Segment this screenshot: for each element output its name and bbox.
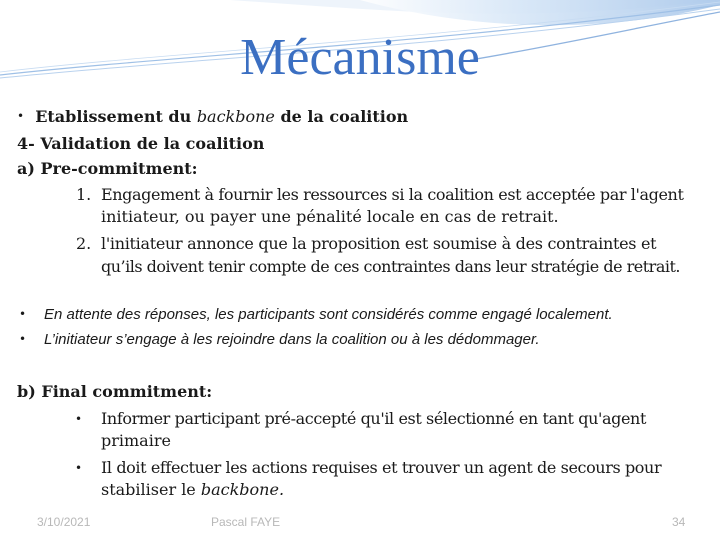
line1-suffix: de la coalition <box>274 107 409 126</box>
bullet-icon: • <box>17 109 25 123</box>
pre-item-1-number: 1. <box>76 185 92 204</box>
pre-item-2-line-b: qu’ils doivent tenir compte de ces contraintes dans leur stratégie de retrait. <box>101 257 680 276</box>
pre-item-1-line-b: initiateur, ou payer une pénalité locale en cas de retrait. <box>101 207 559 226</box>
final-item-2-line-b-text: stabiliser le <box>101 480 201 499</box>
pre-item-1-line-a: Engagement à fournir les ressources si la coalition est acceptée par l'agent <box>101 185 684 204</box>
final-commitment-heading: b) Final commitment: <box>17 382 213 401</box>
backbone-line <box>17 106 408 129</box>
bullet-icon: • <box>75 412 83 426</box>
step4-heading: 4- Validation de la coalition <box>17 134 265 153</box>
line1-italic: backbone <box>196 107 275 126</box>
note-1: En attente des réponses, les participants sont considérés comme engagé localement. <box>44 306 613 323</box>
footer-author: Pascal FAYE <box>211 515 281 529</box>
final-item-2-line-a: Il doit effectuer les actions requises et trouver un agent de secours pour <box>101 458 662 477</box>
final-item-1-line-b: primaire <box>101 431 171 450</box>
pre-item-2-number: 2. <box>76 234 92 253</box>
final-item-1-line-a: Informer participant pré-accepté qu'il est sélectionné en tant qu'agent <box>101 409 646 428</box>
note-2: L’initiateur s’engage à les rejoindre dans la coalition ou à les dédommager. <box>44 331 540 348</box>
final-item-2-line-b <box>101 479 284 501</box>
pre-item-2-line-a: l'initiateur annonce que la proposition est soumise à des contraintes et <box>101 234 657 253</box>
pre-commitment-heading: a) Pre-commitment: <box>17 159 198 178</box>
bullet-icon: • <box>19 332 27 346</box>
footer-date: 3/10/2021 <box>37 515 91 529</box>
final-item-2-italic: backbone. <box>200 480 285 499</box>
footer-page-number: 34 <box>672 515 686 529</box>
slide-title: Mécanisme <box>240 29 480 86</box>
bullet-icon: • <box>19 307 27 321</box>
bullet-icon: • <box>75 461 83 475</box>
line1-prefix: Etablissement du <box>35 107 197 126</box>
